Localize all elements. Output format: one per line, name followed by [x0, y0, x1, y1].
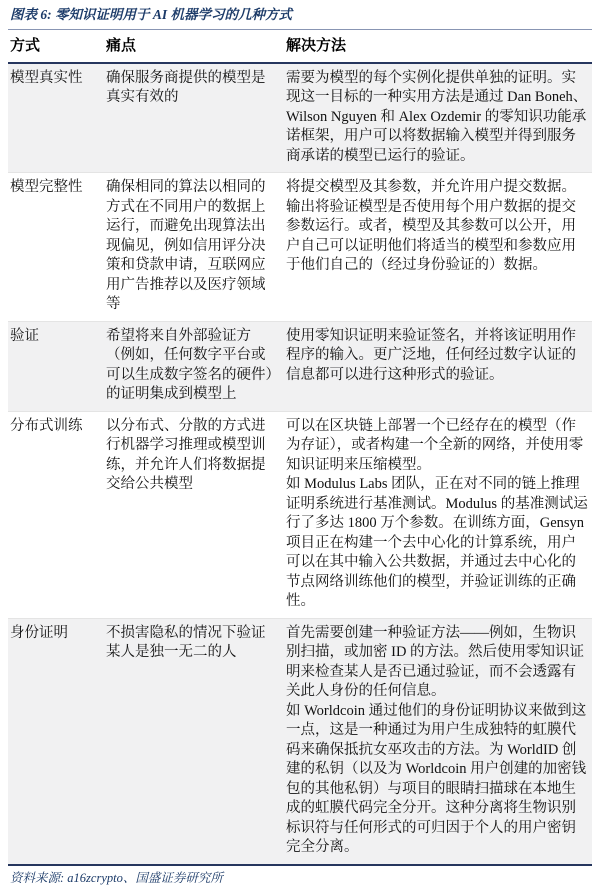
cell-method: 模型真实性	[10, 69, 83, 86]
cell-solution	[284, 618, 592, 864]
solution-paragraph: 可以在区块链上部署一个已经存在的模型（作为存证），或者构建一个全新的网络，并使用零知识证明来压缩模型。	[286, 417, 584, 473]
zk-ml-methods-table	[8, 30, 592, 864]
solution-paragraph: 首先需要创建一种验证方法——例如，生物识别扫描，或加密 ID 的方法。然后使用零知识证明来检查某人是否已通过验证，而不会透露有关此人身份的任何信息。	[286, 624, 585, 699]
solution-paragraph: 如 Worldcoin 通过他们的身份证明协议来做到这一点，这是一种通过为用户生成独特的虹膜代码来确保抵抗女巫攻击的方法。为 WorldID 创建的私钥（以及为 Worldcoin 用户创建的加密钱包的其他私钥）与项目的眼睛扫描球在本地生成的虹膜代码完全分开。这种分离将生物识别标识符与任何形式的可归因于个人的用户密钥完全分离。	[286, 702, 587, 855]
solution-paragraph: 如 Modulus Labs 团队，正在对不同的链上推理证明系统进行基准测试。Modulus 的基准测试运行了多达 1800 万个参数。在训练方面，Gensyn 项目正在构建一个去中心化的计算系统，用户可以在其中输入公共数据，并通过去中心化的节点网络训练他们的模型，并验证训练的正确性。	[286, 476, 588, 609]
table-row	[8, 321, 592, 411]
table-row	[8, 411, 592, 618]
cell-method: 验证	[10, 327, 39, 344]
cell-solution	[284, 173, 592, 322]
cell-solution	[284, 321, 592, 411]
cell-method: 分布式训练	[10, 417, 83, 434]
source-footnote: 资料来源: a16zcrypto、国盛证券研究所	[8, 864, 592, 886]
figure-title: 图表 6: 零知识证明用于 AI 机器学习的几种方式	[8, 4, 592, 30]
cell-method: 身份证明	[10, 624, 68, 641]
cell-solution	[284, 63, 592, 173]
solution-paragraph: 将提交模型及其参数，并允许用户提交数据。输出将验证模型是否使用每个用户数据的提交参数运行。或者，模型及其参数可以公开，用户自己可以证明他们将适当的模型和参数应用于他们自己的（经过身份验证的）数据。	[286, 179, 576, 273]
cell-painpoint: 以分布式、分散的方式进行机器学习推理或模型训练，并允许人们将数据提交给公共模型	[106, 417, 266, 492]
column-header-solution: 解决方法	[284, 30, 592, 63]
cell-method: 模型完整性	[10, 179, 83, 195]
column-header-method: 方式	[8, 30, 104, 63]
cell-solution	[284, 411, 592, 618]
cell-painpoint: 不损害隐私的情况下验证某人是独一无二的人	[106, 624, 266, 660]
table-header	[8, 30, 592, 63]
table-row	[8, 618, 592, 864]
solution-paragraph: 需要为模型的每个实例化提供单独的证明。实现这一目标的一种实用方法是通过 Dan Boneh、Wilson Nguyen 和 Alex Ozdemir 的零知识功能承诺框架，用户可以将数据输入模型并得到服务商承诺的模型已运行的验证。	[286, 69, 588, 164]
cell-painpoint: 确保相同的算法以相同的方式在不同用户的数据上运行，而避免出现算法出现偏见，例如信用评分决策和贷款申请，互联网应用广告推荐以及医疗领域等	[106, 179, 266, 312]
solution-paragraph: 使用零知识证明来验证签名，并将该证明用作程序的输入。更广泛地，任何经过数字认证的信息都可以进行这种形式的验证。	[286, 327, 576, 383]
table-row	[8, 173, 592, 322]
column-header-painpoint: 痛点	[104, 30, 284, 63]
cell-painpoint: 确保服务商提供的模型是真实有效的	[106, 69, 266, 105]
cell-painpoint: 希望将来自外部验证方（例如，任何数字平台或可以生成数字签名的硬件）的证明集成到模型上	[106, 327, 273, 402]
table-row	[8, 63, 592, 173]
table-body	[8, 63, 592, 864]
